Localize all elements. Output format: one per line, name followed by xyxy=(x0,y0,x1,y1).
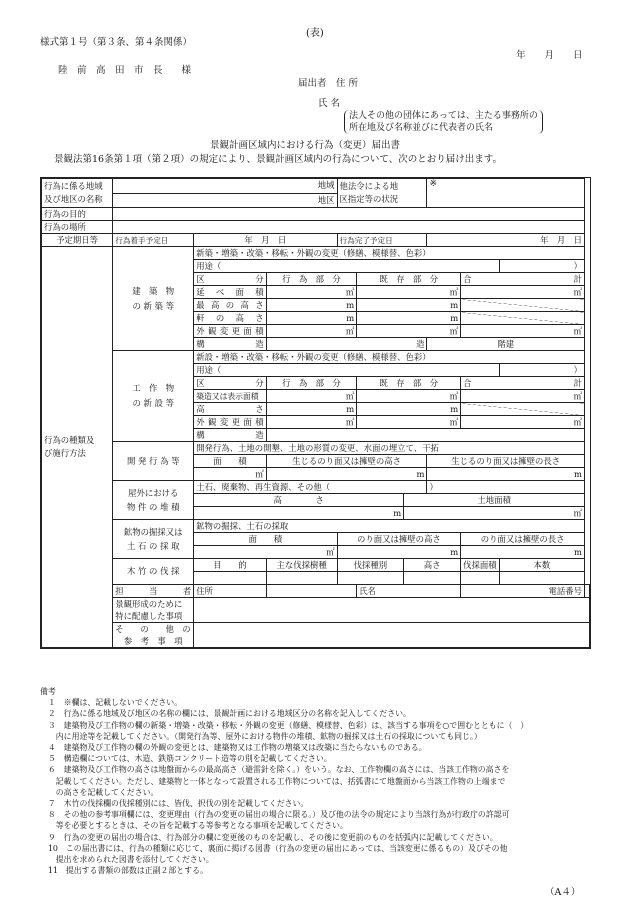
tanto-tel-field[interactable] xyxy=(585,585,590,598)
submission-date: 年 月 日 xyxy=(516,50,583,61)
tree-purpose-header: 目 的 xyxy=(194,559,267,572)
tanto-tel-label: 電話番号 xyxy=(461,585,585,598)
note-line: ５ 構造欄については、木造、鉄筋コンクリート造等の別を記載してください。 xyxy=(40,754,332,764)
tree-cutting-label: 木 竹 の 伐 採 xyxy=(113,559,194,585)
building-use-label[interactable]: 用途（ xyxy=(194,260,499,273)
note-line: ６ 建築物及び工作物の高さは地盤面からの最高高さ（避雷針を除く。）をいう。なお、工作物欄の高さには、当該工作物の高さを xyxy=(40,765,510,775)
gaikan-kison-2[interactable]: ㎡ xyxy=(357,416,461,429)
notes-title: 備考 xyxy=(40,687,56,696)
tree-species-field[interactable] xyxy=(266,572,337,585)
development-label: 開 発 行 為 等 xyxy=(113,442,194,481)
noki-koui[interactable]: m xyxy=(266,312,357,325)
mining-length-field[interactable]: m xyxy=(461,546,585,559)
kouzou-field[interactable]: 造 xyxy=(266,338,427,351)
note-line: 10 この届出書には、行為の種類に応じて、裏面に掲げる図書（行為の変更の届出にあっては、当該変更に係るもの）及びその他 xyxy=(40,843,508,853)
dev-area-header: 面 積 xyxy=(194,455,267,468)
note-line: の高さを記載してください。 xyxy=(40,787,159,797)
applicant-address-label: 届出者 住 所 xyxy=(298,78,359,89)
saikou-kison[interactable]: m xyxy=(357,299,461,312)
gaikan-koui-2[interactable]: ㎡ xyxy=(266,416,357,429)
note-line: ７ 木竹の伐採欄の伐採種別には、皆伐、択伐の別を記載してください。 xyxy=(40,799,309,809)
note-line: １ ※欄は、記載しないでください。 xyxy=(40,698,183,708)
start-date-field[interactable]: 年 月 日 xyxy=(194,234,337,247)
office-use-field: ※ xyxy=(427,179,585,208)
note-line: 記載してください。ただし、建築物と一体となって設置される工作物については、括弧書にて地盤面から当該工作物の上端まで xyxy=(40,776,506,786)
note-line: ８ その他の参考事項欄には、変更理由（行為の変更の届出の場合に限る。）及び他の法令の規定により当該行為が行政庁の許認可 xyxy=(40,810,510,820)
mining-area-field[interactable]: ㎡ xyxy=(194,546,337,559)
nobe-goukei[interactable]: ㎡ xyxy=(461,286,585,299)
note-line: 内に用途等を記載してください。（開発行為等、屋外における物件の堆積、鉱物の掘採又は土石の採取についても同じ。） xyxy=(40,731,482,741)
structure-types[interactable]: 新設・増築・改築・移転・外観の変更（修繕、模様替、色彩） xyxy=(194,351,585,364)
tree-purpose-field[interactable] xyxy=(194,572,267,585)
development-types[interactable]: 開発行為、土地の開墾、土地の形質の変更、水面の埋立て、干拓 xyxy=(194,442,585,455)
other-law-label: 他法令による地 区指定等の状況 xyxy=(337,179,427,208)
saikou-koui[interactable]: m xyxy=(266,299,357,312)
omote-label: (表) xyxy=(306,28,324,39)
tree-area-field[interactable] xyxy=(461,572,500,585)
note-line: ９ 行為の変更の届出の場合は、行為部分の欄に変更後のものを記載し、その後に変更前のものを括弧内に記載してください。 xyxy=(40,832,498,842)
dev-area-field[interactable]: ㎡ xyxy=(194,468,267,481)
gaikan-area-label: 外観変更面積 xyxy=(194,325,267,338)
note-line: 等を必要とするときは、その旨を記載する等参考となる事項を記載してください。 xyxy=(40,821,348,831)
tree-type-header: 伐採種別 xyxy=(337,559,404,572)
mining-area-header: 面 積 xyxy=(194,533,337,546)
tree-species-header: 主な伐採樹種 xyxy=(266,559,337,572)
goukei-header-2: 合 計 xyxy=(461,377,585,390)
structure-label: 工 作 物 の 新 設 等 xyxy=(113,351,194,442)
piling-land-header: 土地面積 xyxy=(404,494,585,507)
zouei-label: 築造又は表示面積 xyxy=(194,390,267,403)
dev-height-field[interactable]: m xyxy=(266,468,427,481)
form-number: 様式第１号（第３条、第４条関係） xyxy=(40,37,193,48)
end-date-label: 行為完了予定日 xyxy=(337,234,427,247)
paper-size: （A４） xyxy=(545,887,581,898)
kaidate-field[interactable]: 階建 xyxy=(427,338,585,351)
mining-height-header: のり面又は擁壁の高さ xyxy=(337,533,461,546)
note-line: ２ 行為に係る地域及び地区の名称の欄には、景観計画における地域区分の名称を記入してください。 xyxy=(40,709,411,719)
piling-label: 屋外における 物 件 の 堆 積 xyxy=(113,481,194,520)
kouzou-field-2[interactable] xyxy=(266,429,584,442)
note-line: 提出を求められた図書を添付してください。 xyxy=(40,855,214,865)
gaikan-area-label-2: 外観変更面積 xyxy=(194,416,267,429)
sonota-field[interactable] xyxy=(194,623,590,648)
applicant-name-label: 氏 名 xyxy=(318,98,341,109)
tree-count-field[interactable] xyxy=(499,572,584,585)
paren-close: ） xyxy=(499,260,584,273)
zouei-kison[interactable]: ㎡ xyxy=(357,390,461,403)
koui-bubun-header-2: 行 為 部 分 xyxy=(266,377,357,390)
nobe-koui[interactable]: ㎡ xyxy=(266,286,357,299)
keikan-field[interactable] xyxy=(194,598,590,623)
place-field[interactable] xyxy=(113,221,585,234)
goukei-header: 合 計 xyxy=(461,273,585,286)
piling-height-field[interactable]: m xyxy=(194,507,404,520)
intro-text: 景観法第16条第１項（第２項）の規定により、景観計画区域内の行為について、次のとおり届け出ます。 xyxy=(54,154,502,165)
takasa-goukei xyxy=(461,403,585,416)
dev-length-field[interactable]: m xyxy=(427,468,585,481)
notes-section xyxy=(40,686,595,876)
start-date-label: 行為着手予定日 xyxy=(113,234,194,247)
kind-method-label: 行為の種類及 び施行方法 xyxy=(42,247,113,648)
tanto-address-field[interactable] xyxy=(266,585,357,598)
takasa-koui[interactable]: m xyxy=(266,403,357,416)
gaikan-kison[interactable]: ㎡ xyxy=(357,325,461,338)
kubun-header: 区 分 xyxy=(194,273,267,286)
noki-goukei xyxy=(461,312,585,325)
dev-length-header: 生じるのり面又は擁壁の長さ xyxy=(427,455,585,468)
sonota-label: そ の 他 の 参 考 事 項 xyxy=(113,623,194,648)
saikou-label: 最 高 の 高 さ xyxy=(194,299,267,312)
chiku-field[interactable]: 地区 xyxy=(113,193,337,208)
kubun-header-2: 区 分 xyxy=(194,377,267,390)
keikan-label: 景観形成のために 特に配慮した事項 xyxy=(113,598,194,623)
tree-count-header: 本数 xyxy=(499,559,584,572)
tanto-label: 担 当 者 xyxy=(113,585,194,598)
mining-length-header: のり面又は擁壁の長さ xyxy=(461,533,585,546)
nobe-kison[interactable]: ㎡ xyxy=(357,286,461,299)
piling-height-header: 高 さ xyxy=(194,494,404,507)
saikou-goukei xyxy=(461,299,585,312)
corporate-note: 法人その他の団体にあっては、主たる事務所の 所在地及び名称並びに代表者の氏名 xyxy=(344,110,543,134)
purpose-label: 行為の目的 xyxy=(42,208,113,221)
mining-label: 鉱物の掘採又は 土 石 の 採 取 xyxy=(113,520,194,559)
building-types[interactable]: 新築・増築・改築・移転・外観の変更（修繕、模様替、色彩） xyxy=(194,247,585,260)
note-line: 11 提出する書類の部数は正副２部とする。 xyxy=(40,866,208,876)
gaikan-goukei-2[interactable]: ㎡ xyxy=(461,416,585,429)
tree-area-header: 伐採面積 xyxy=(461,559,500,572)
nobe-menseki-label: 延 べ 面 積 xyxy=(194,286,267,299)
tree-height-field[interactable] xyxy=(404,572,461,585)
schedule-label: 予定期日等 xyxy=(42,234,113,247)
gaikan-koui[interactable]: ㎡ xyxy=(266,325,357,338)
addressee: 陸 前 高 田 市 長 様 xyxy=(58,65,192,76)
kouzou-label: 構 造 xyxy=(194,338,267,351)
mining-height-field[interactable]: m xyxy=(337,546,461,559)
noki-label: 軒 の 高 さ xyxy=(194,312,267,325)
paren-close-2: ） xyxy=(499,364,584,377)
tree-height-header: 高さ xyxy=(404,559,461,572)
note-line: ４ 建築物及び工作物の欄の外観の変更とは、建築物又は工作物の増築又は改築に当たらないものである。 xyxy=(40,743,427,753)
koui-bubun-header: 行 為 部 分 xyxy=(266,273,357,286)
dev-height-header: 生じるのり面又は擁壁の高さ xyxy=(266,455,427,468)
piling-land-field[interactable]: ㎡ xyxy=(404,507,585,520)
zouei-goukei[interactable]: ㎡ xyxy=(461,390,585,403)
tree-type-field[interactable] xyxy=(337,572,404,585)
place-label: 行為の場所 xyxy=(42,221,113,234)
mining-types[interactable]: 鉱物の掘採、土石の採取 xyxy=(194,520,585,533)
structure-use-label[interactable]: 用途（ xyxy=(194,364,499,377)
kison-bubun-header: 既 存 部 分 xyxy=(357,273,461,286)
end-date-field[interactable]: 年 月 日 xyxy=(427,234,585,247)
area-name-label: 行為に係る地域 及び地区の名称 xyxy=(42,179,113,208)
document-title: 景観計画区域内における行為（変更）届出書 xyxy=(210,140,401,151)
tanto-name-label: 氏名 xyxy=(357,585,461,598)
piling-types[interactable]: 土石、廃棄物、再生資源、その他（ xyxy=(194,481,427,494)
tanto-address-label: 住所 xyxy=(194,585,267,598)
gaikan-goukei[interactable]: ㎡ xyxy=(461,325,585,338)
purpose-field[interactable] xyxy=(113,208,585,221)
chiiki-field[interactable]: 地域 xyxy=(113,179,337,194)
building-label: 建 築 物 の 新 築 等 xyxy=(113,247,194,351)
takasa-label: 高 さ xyxy=(194,403,267,416)
piling-paren-close: ） xyxy=(427,481,585,494)
takasa-kison[interactable]: m xyxy=(357,403,461,416)
note-line: ３ 建築物及び工作物の欄の新築・増築・改築・移転・外観の変更（修繕、模様替、色彩）は、該当する事項を○で囲むとともに（ ） xyxy=(40,720,529,730)
kison-bubun-header-2: 既 存 部 分 xyxy=(357,377,461,390)
notification-form-table xyxy=(40,177,591,649)
zouei-koui[interactable]: ㎡ xyxy=(266,390,357,403)
noki-kison[interactable]: m xyxy=(357,312,461,325)
kouzou-label-2: 構 造 xyxy=(194,429,267,442)
